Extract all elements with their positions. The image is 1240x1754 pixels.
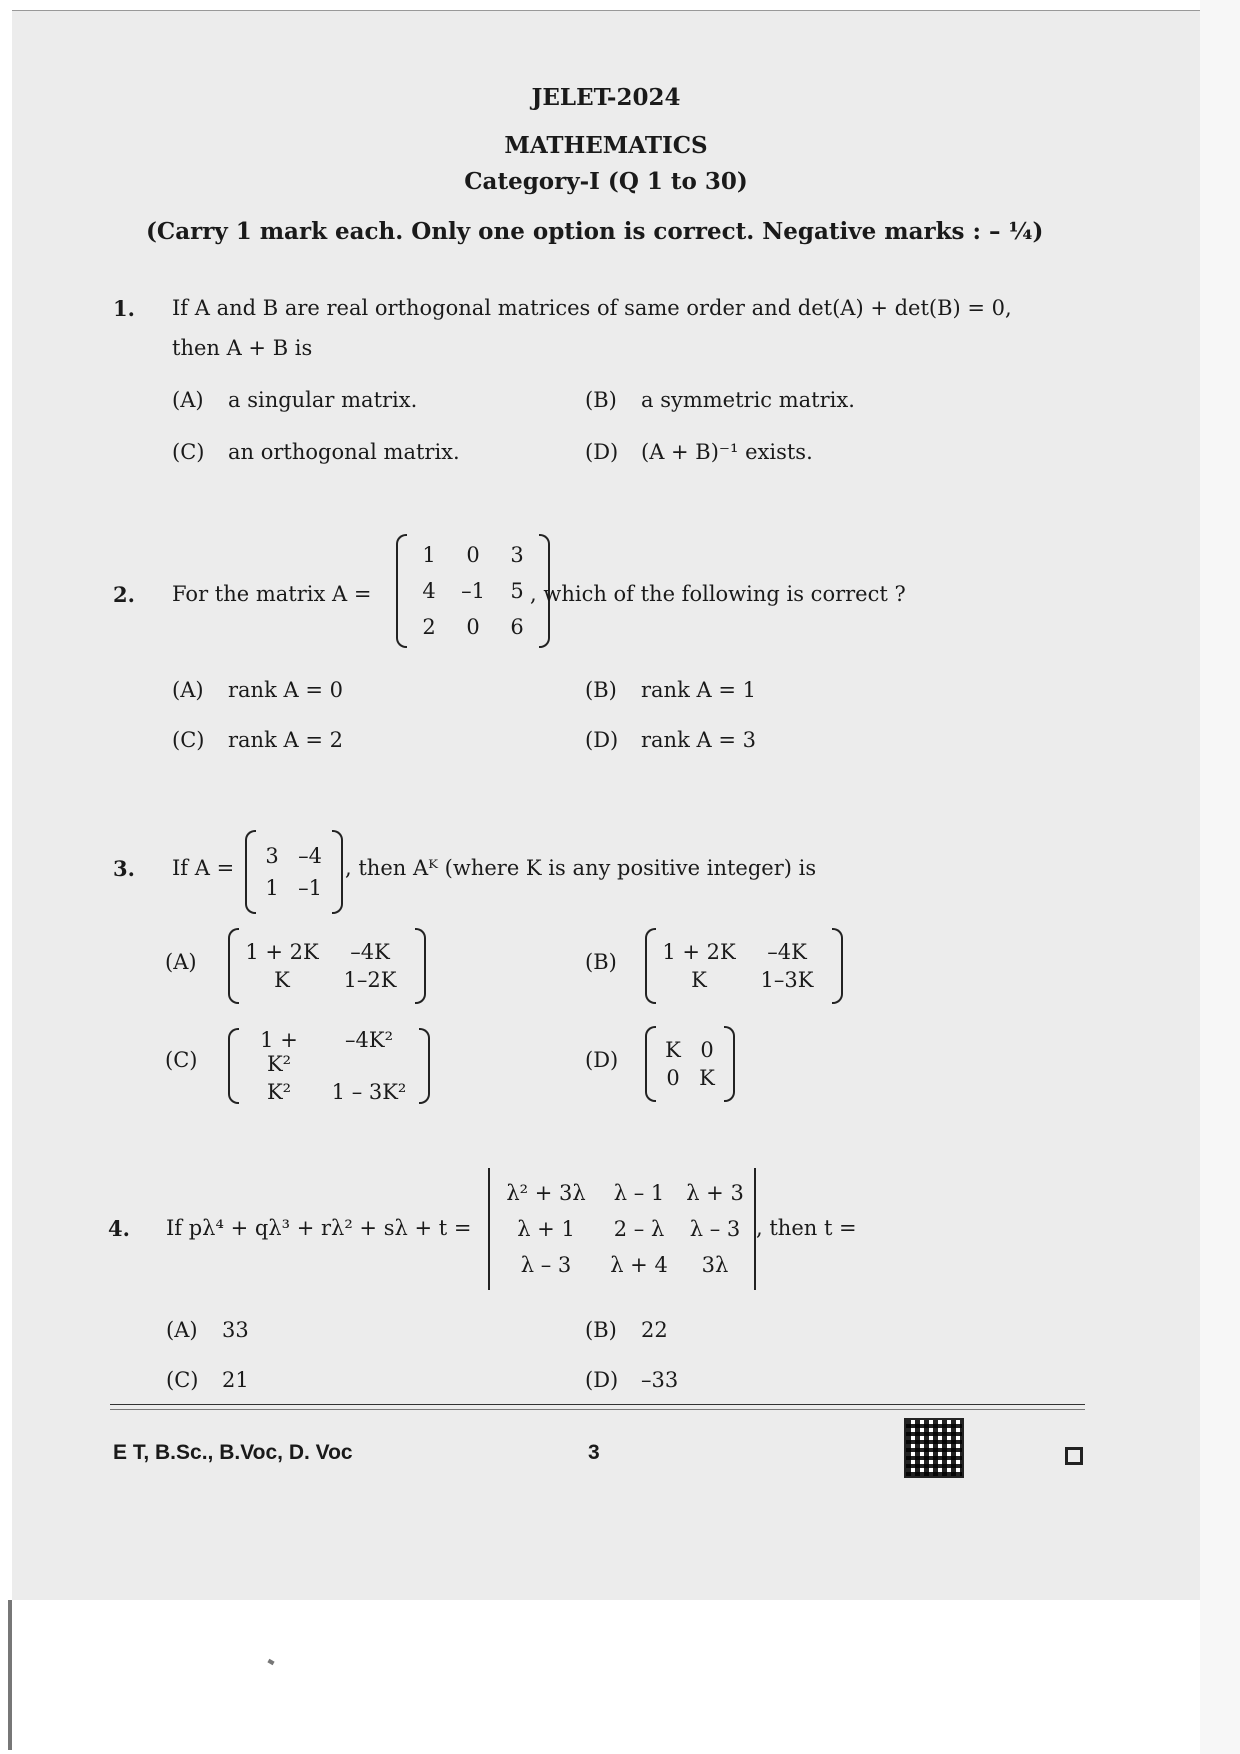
- option-d: (D) (A + B)⁻¹ exists.: [585, 440, 813, 464]
- exam-page: [12, 10, 1200, 1600]
- scan-edge: [1200, 0, 1240, 1754]
- option-c: (C) 21: [166, 1368, 249, 1392]
- question-number: 1.: [113, 296, 135, 321]
- option-b: (B) a symmetric matrix.: [585, 388, 855, 412]
- question-text: , then t =: [756, 1216, 857, 1240]
- option-b-label: (B): [585, 950, 617, 974]
- footer-rule: [110, 1404, 1085, 1405]
- page-number: 3: [588, 1441, 600, 1464]
- matrix-a: 1 0 3 4 –1 5 2 0 6: [396, 534, 550, 648]
- footer-course: E T, B.Sc., B.Voc, D. Voc: [113, 1441, 353, 1464]
- option-a-matrix: 1 + 2K –4K K 1–2K: [228, 928, 426, 1004]
- qr-code-icon: [904, 1418, 964, 1478]
- question-text: If A and B are real orthogonal matrices of same order and det(A) + det(B) = 0,: [172, 296, 1012, 320]
- option-b: (B) 22: [585, 1318, 668, 1342]
- option-c: (C) rank A = 2: [172, 728, 343, 752]
- page-edge: [12, 10, 1200, 11]
- option-a: (A) rank A = 0: [172, 678, 343, 702]
- instructions: (Carry 1 mark each. Only one option is correct. Negative marks : – ¼): [146, 218, 1044, 245]
- option-d: (D) –33: [585, 1368, 679, 1392]
- option-b: (B) rank A = 1: [585, 678, 756, 702]
- question-text: If A =: [172, 856, 235, 880]
- option-c-label: (C): [165, 1048, 198, 1072]
- question-text: , which of the following is correct ?: [530, 582, 906, 606]
- question-text: If pλ⁴ + qλ³ + rλ² + sλ + t =: [166, 1216, 472, 1240]
- option-c-matrix: 1 + K² –4K² K² 1 – 3K²: [228, 1026, 430, 1106]
- matrix-a: 3 –4 1 –1: [245, 830, 343, 914]
- question-number: 3.: [113, 856, 135, 881]
- option-a: (A) a singular matrix.: [172, 388, 418, 412]
- question-number: 2.: [113, 582, 135, 607]
- footer-rule: [110, 1409, 1085, 1410]
- exam-title: JELET-2024: [531, 84, 681, 111]
- option-d-label: (D): [585, 1048, 619, 1072]
- determinant: λ² + 3λ λ – 1 λ + 3 λ + 1 2 – λ λ – 3 λ – 3 λ + 4 3λ: [488, 1168, 756, 1290]
- category-title: Category-I (Q 1 to 30): [464, 168, 748, 195]
- option-b-matrix: 1 + 2K –4K K 1–3K: [645, 928, 843, 1004]
- subject-title: MATHEMATICS: [504, 132, 708, 159]
- scan-mark: [8, 1600, 12, 1750]
- question-text: , then Aᴷ (where K is any positive integer) is: [345, 856, 817, 880]
- question-text: then A + B is: [172, 336, 313, 360]
- option-a-label: (A): [165, 950, 197, 974]
- question-number: 4.: [108, 1216, 130, 1241]
- square-icon: [1065, 1447, 1083, 1465]
- option-d: (D) rank A = 3: [585, 728, 756, 752]
- question-text: For the matrix A =: [172, 582, 372, 606]
- option-c: (C) an orthogonal matrix.: [172, 440, 460, 464]
- option-d-matrix: K 0 0 K: [645, 1026, 735, 1102]
- option-a: (A) 33: [166, 1318, 249, 1342]
- pen-mark: [267, 1659, 274, 1665]
